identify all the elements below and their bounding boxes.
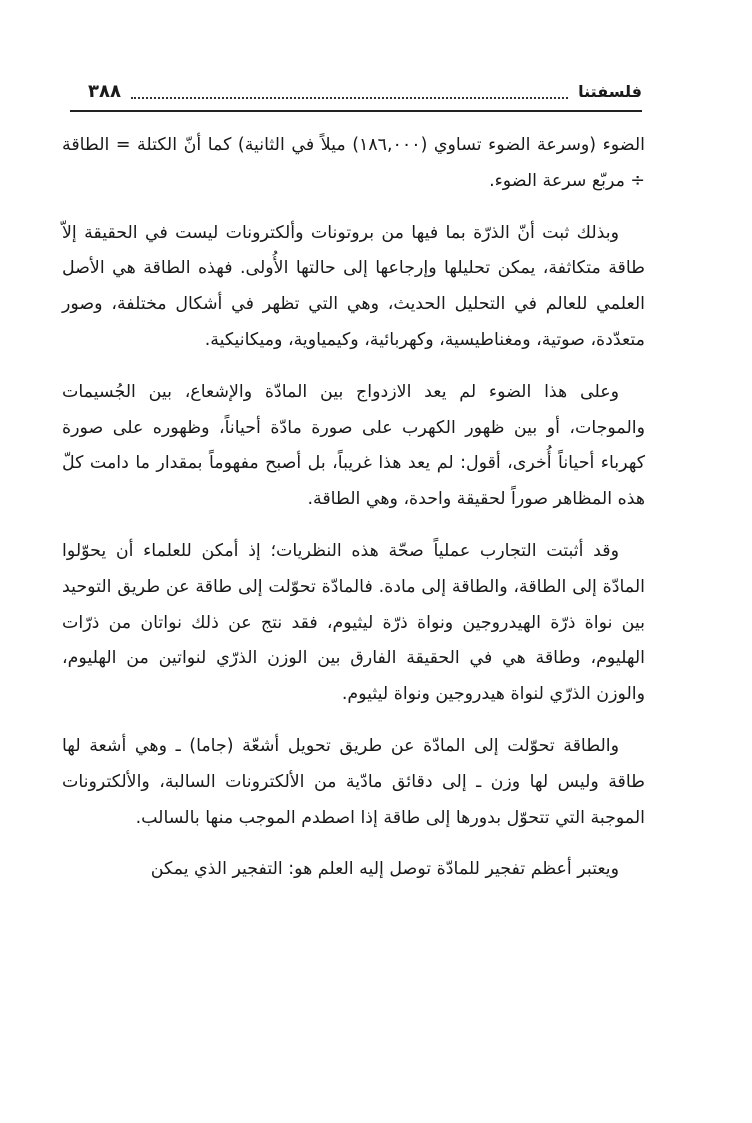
header-rule	[70, 110, 642, 112]
body-text	[62, 128, 645, 904]
page-number: ٣٨٨	[88, 80, 121, 102]
header-dot-leader	[131, 87, 568, 99]
paragraph-3: وعلى هذا الضوء لم يعد الازدواج بين المادّة والإشعاع، بين الجُسيمات والموجات، أو بين ظهور الكهرب على صورة مادّة أحياناً، وظهوره على صورة كهرباء أحياناً أُخرى، أقول: لم يعد هذا غريباً، بل أصبح مفهوماً بمقدار ما دامت كلّ هذه المظاهر صوراً لحقيقة واحدة، وهي الطاقة.	[62, 381, 645, 510]
book-title: فلسفتنا	[578, 81, 642, 101]
paragraph-2: وبذلك ثبت أنّ الذرّة بما فيها من بروتونات وألكترونات ليست في الحقيقة إلاّ طاقة متكاثفة، يمكن تحليلها وإرجاعها إلى حالتها الأُولى. فهذه الطاقة هي الأصل العلمي للعالم في التحليل الحديث، وهي التي تظهر في أشكال مختلفة، وصور متعدّدة، صوتية، ومغناطيسية، وكهربائية، وكيمياوية، وميكانيكية.	[62, 222, 645, 350]
paragraph-5: والطاقة تحوّلت إلى المادّة عن طريق تحويل أشعّة (جاما) ـ وهي أشعة لها طاقة وليس لها وزن ـ إلى دقائق مادّية من الألكترونات السالبة، والألكترونات الموجبة التي تتحوّل بدورها إلى طاقة إذا اصطدم الموجب منها بالسالب.	[62, 735, 645, 828]
paragraph-4: وقد أثبتت التجارب عملياً صحّة هذه النظريات؛ إذ أمكن للعلماء أن يحوّلوا المادّة إلى الطاقة، والطاقة إلى مادة. فالمادّة تحوّلت إلى طاقة عن طريق التوحيد بين نواة ذرّة الهيدروجين ونواة ذرّة ليثيوم، فقد نتج عن ذلك نواتان من ذرّات الهليوم، وطاقة هي في الحقيقة الفارق بين الوزن الذرّي لنواتين من الهليوم، والوزن الذرّي لنواة هيدروجين ونواة ليثيوم.	[62, 540, 645, 705]
running-header	[88, 76, 642, 106]
paragraph-6: ويعتبر أعظم تفجير للمادّة توصل إليه العلم هو: التفجير الذي يمكن	[150, 859, 619, 880]
paragraph-1: الضوء (وسرعة الضوء تساوي (١٨٦,٠٠٠) ميلاً في الثانية) كما أنّ الكتلة = الطاقة ÷ مربّع سرعة الضوء.	[62, 135, 645, 191]
